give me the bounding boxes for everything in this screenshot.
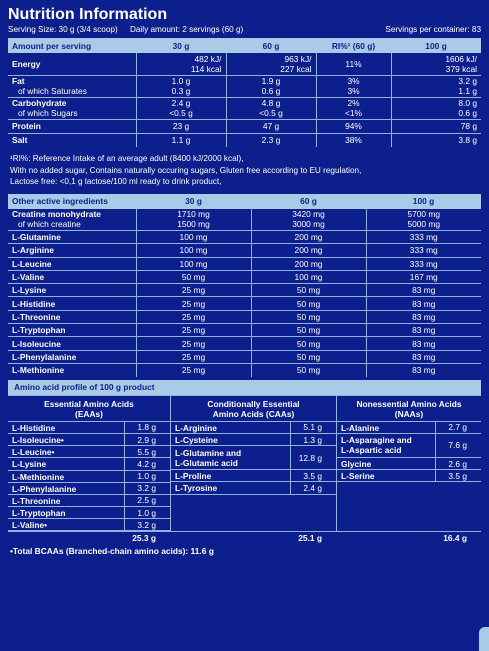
value: 333 mg xyxy=(366,231,481,244)
list-item xyxy=(171,434,336,446)
header-30g: 30 g xyxy=(185,196,202,206)
ingredient-name: L-Methionine xyxy=(8,363,136,376)
list-item xyxy=(337,422,481,434)
nutrition-header xyxy=(8,38,481,53)
header-line: (NAAs) xyxy=(394,408,424,419)
value: 200 mg xyxy=(251,244,366,257)
amino-name-line: L-Proline xyxy=(175,471,212,482)
value: 25 mg xyxy=(136,337,251,350)
value: 83 mg xyxy=(366,297,481,310)
amino-value: 3.5 g xyxy=(435,470,481,481)
ingredient-sub: of which creatine xyxy=(18,219,81,230)
amino-value: 5.5 g xyxy=(124,446,170,457)
list-item xyxy=(8,507,170,519)
ingredient-name: L-Valine xyxy=(8,270,136,283)
amino-name-line: L-Leucine• xyxy=(12,447,55,458)
value: 8.0 g xyxy=(458,98,477,108)
amino-name-line: L-Histidine xyxy=(12,422,56,433)
list-item xyxy=(171,446,336,470)
table-row xyxy=(8,231,481,244)
nutrient-name: Fat xyxy=(12,76,25,86)
header-60g: 60 g xyxy=(262,40,280,51)
amino-name xyxy=(8,507,124,518)
amino-value: 2.5 g xyxy=(124,495,170,506)
table-row xyxy=(8,297,481,310)
value: 78 g xyxy=(391,119,481,133)
list-item xyxy=(171,470,336,482)
value: 963 kJ/ xyxy=(284,53,312,64)
amino-totals xyxy=(8,531,481,544)
caa-column xyxy=(170,396,336,532)
amino-name xyxy=(337,470,435,481)
value: 83 mg xyxy=(366,363,481,376)
value: 23 g xyxy=(136,119,226,133)
amino-name-line: L-Lysine xyxy=(12,459,47,470)
value: 83 mg xyxy=(366,350,481,363)
amino-value: 3.5 g xyxy=(290,470,336,481)
header-100g: 100 g xyxy=(412,196,435,206)
value: 167 mg xyxy=(366,270,481,283)
header-line: (EAAs) xyxy=(75,408,103,419)
value: 227 kcal xyxy=(280,63,312,74)
value: 5700 mg xyxy=(407,209,441,220)
value: 333 mg xyxy=(366,257,481,270)
value: 50 mg xyxy=(251,324,366,337)
amino-name-line: L-Tyrosine xyxy=(175,483,218,494)
amino-name xyxy=(8,519,124,530)
ingredient-name: L-Lysine xyxy=(8,284,136,297)
value: 200 mg xyxy=(251,231,366,244)
value: 94% xyxy=(316,119,391,133)
value: 4.8 g xyxy=(261,98,281,108)
amino-name-line: L-Glutamine and xyxy=(175,447,242,458)
value: 3420 mg xyxy=(292,209,325,220)
value: 50 mg xyxy=(251,284,366,297)
value: 25 mg xyxy=(136,350,251,363)
header-100g: 100 g xyxy=(425,40,447,51)
table-row xyxy=(8,363,481,376)
servings-per-container: Servings per container: 83 xyxy=(385,25,481,34)
value: 1.1 g xyxy=(136,133,226,147)
amino-value: 2.4 g xyxy=(290,482,336,493)
value: 1.0 g xyxy=(171,76,191,86)
value: 114 kcal xyxy=(190,63,222,74)
serving-size: Serving Size: 30 g (3/4 scoop) xyxy=(8,25,118,34)
bcaa-note: •Total BCAAs (Branched-chain amino acids): 11.6 g xyxy=(10,546,214,557)
list-item xyxy=(8,446,170,458)
list-item xyxy=(8,483,170,495)
amino-name-line: L-Valine• xyxy=(12,520,48,531)
table-row xyxy=(8,119,481,133)
amino-name xyxy=(8,495,124,506)
caa-total: 25.1 g xyxy=(298,533,322,544)
value: 0.6 g xyxy=(458,108,477,118)
value: 1.1 g xyxy=(458,86,477,96)
header-30g: 30 g xyxy=(172,40,190,51)
amino-value: 7.6 g xyxy=(435,434,481,457)
header-line: Essential Amino Acids xyxy=(44,398,134,409)
amino-name xyxy=(171,482,290,493)
ingredient-name: L-Isoleucine xyxy=(8,337,136,350)
nutrient-sub: of which Sugars xyxy=(18,108,78,118)
ingredient-name: L-Histidine xyxy=(8,297,136,310)
eaa-total: 25.3 g xyxy=(132,533,156,544)
daily-amount: Daily amount: 2 servings (60 g) xyxy=(129,25,244,34)
eaa-header xyxy=(8,396,170,422)
header-other: Other active ingredients xyxy=(12,196,108,206)
value: 1500 mg xyxy=(177,219,210,230)
naa-header xyxy=(337,396,481,422)
ingredient-name: L-Threonine xyxy=(8,310,136,323)
value: 83 mg xyxy=(366,310,481,323)
serving-info xyxy=(8,24,481,36)
value: 25 mg xyxy=(136,284,251,297)
list-item xyxy=(337,458,481,470)
nutrition-table xyxy=(8,38,481,147)
value: 25 mg xyxy=(136,297,251,310)
table-row xyxy=(8,244,481,257)
value: 0.6 g xyxy=(261,86,281,96)
amino-name xyxy=(171,422,290,433)
amino-value: 2.7 g xyxy=(435,422,481,433)
amino-name xyxy=(171,448,290,468)
other-header xyxy=(8,194,481,209)
value: 100 mg xyxy=(251,270,366,283)
amino-name-line: L-Aspartic acid xyxy=(341,445,402,456)
amino-value: 2.6 g xyxy=(435,458,481,469)
value: 50 mg xyxy=(251,350,366,363)
value: <0.5 g xyxy=(259,108,283,118)
amino-name xyxy=(337,458,435,469)
value: 100 mg xyxy=(136,257,251,270)
value: 3.8 g xyxy=(391,133,481,147)
amino-name xyxy=(8,471,124,482)
value: 3.2 g xyxy=(458,76,477,86)
list-item xyxy=(8,495,170,507)
nutrient-name: Protein xyxy=(8,119,136,133)
amino-name-line: L-Serine xyxy=(341,471,375,482)
header-line: Nonessential Amino Acids xyxy=(356,398,462,409)
value: 200 mg xyxy=(251,257,366,270)
value: 50 mg xyxy=(136,270,251,283)
value: 83 mg xyxy=(366,324,481,337)
amino-name-line: L-Tryptophan xyxy=(12,508,66,519)
value: <1% xyxy=(345,108,362,118)
value: 3% xyxy=(347,76,360,86)
header-60g: 60 g xyxy=(300,196,317,206)
amino-value: 1.3 g xyxy=(290,434,336,445)
table-row xyxy=(8,53,481,75)
value: 100 mg xyxy=(136,231,251,244)
amino-name-line: L-Threonine xyxy=(12,495,61,506)
amino-value: 1.0 g xyxy=(124,507,170,518)
amino-name-line: L-Phenylalanine xyxy=(12,483,77,494)
table-row xyxy=(8,350,481,363)
list-item xyxy=(171,422,336,434)
value: 25 mg xyxy=(136,363,251,376)
value: 333 mg xyxy=(366,244,481,257)
table-row xyxy=(8,324,481,337)
list-item xyxy=(8,458,170,470)
amino-name xyxy=(171,470,290,481)
amino-value: 12.8 g xyxy=(290,446,336,469)
value: 1.9 g xyxy=(261,76,281,86)
value: 50 mg xyxy=(251,337,366,350)
value: <0.5 g xyxy=(169,108,193,118)
value: 379 kcal xyxy=(445,63,477,74)
table-row xyxy=(8,257,481,270)
amino-name xyxy=(8,422,124,433)
value: 25 mg xyxy=(136,324,251,337)
amino-profile xyxy=(8,395,481,532)
list-item xyxy=(337,434,481,458)
value: 2.4 g xyxy=(171,98,191,108)
value: 5000 mg xyxy=(407,219,441,230)
list-item xyxy=(337,470,481,482)
amino-name-line: L-Cysteine xyxy=(175,434,218,445)
header-line: Amino Acids (CAAs) xyxy=(212,408,295,419)
table-row xyxy=(8,75,481,97)
note-line: With no added sugar, Contains naturally occuring sugars, Gluten free according to EU regulation, xyxy=(10,165,362,175)
footnotes xyxy=(10,153,481,188)
table-row xyxy=(8,284,481,297)
amino-value: 4.2 g xyxy=(124,458,170,469)
page-title: Nutrition Information xyxy=(8,6,168,23)
ingredient-name: L-Leucine xyxy=(8,257,136,270)
amino-name xyxy=(8,458,124,469)
value: 50 mg xyxy=(251,363,366,376)
ingredient-name: L-Tryptophan xyxy=(8,324,136,337)
list-item xyxy=(171,482,336,494)
value: 83 mg xyxy=(366,337,481,350)
caa-header xyxy=(171,396,336,422)
amino-name xyxy=(8,446,124,457)
eaa-column xyxy=(8,396,170,532)
header-line: Conditionally Essential xyxy=(207,398,300,409)
value: 50 mg xyxy=(251,310,366,323)
ingredient-name: L-Arginine xyxy=(8,244,136,257)
nutrient-name: Salt xyxy=(8,133,136,147)
amino-name-line: L-Asparagine and xyxy=(341,435,412,446)
list-item xyxy=(8,519,170,531)
nutrient-sub: of which Saturates xyxy=(18,86,87,96)
table-row xyxy=(8,337,481,350)
nutrient-name: Energy xyxy=(12,58,41,69)
amino-name xyxy=(171,434,290,445)
amino-name xyxy=(8,434,124,445)
amino-value: 3.2 g xyxy=(124,483,170,494)
value: 1710 mg xyxy=(177,209,210,220)
value: 50 mg xyxy=(251,297,366,310)
table-row xyxy=(8,209,481,231)
value: 83 mg xyxy=(366,284,481,297)
nutrition-label xyxy=(8,6,481,558)
table-row xyxy=(8,270,481,283)
other-ingredients-table xyxy=(8,194,481,377)
amino-name-line: Glycine xyxy=(341,458,372,469)
amino-value: 3.2 g xyxy=(124,519,170,530)
amino-name-line: L-Arginine xyxy=(175,422,217,433)
amino-profile-title: Amino acid profile of 100 g product xyxy=(8,380,481,395)
list-item xyxy=(8,471,170,483)
amino-value: 1.0 g xyxy=(124,471,170,482)
table-row xyxy=(8,310,481,323)
amino-value: 5.1 g xyxy=(290,422,336,433)
value: 100 mg xyxy=(136,244,251,257)
value: 482 kJ/ xyxy=(194,53,222,64)
corner-tab xyxy=(479,627,489,651)
value: 2.3 g xyxy=(226,133,316,147)
amino-name-line: L-Methionine xyxy=(12,471,65,482)
amino-name xyxy=(8,483,124,494)
value: 2% xyxy=(347,98,360,108)
amino-name xyxy=(337,435,435,455)
table-row xyxy=(8,97,481,119)
amino-value: 1.8 g xyxy=(124,422,170,433)
value: 0.3 g xyxy=(171,86,191,96)
amino-name xyxy=(337,422,435,433)
value: 47 g xyxy=(226,119,316,133)
header-amount: Amount per serving xyxy=(12,40,92,51)
value: 3% xyxy=(347,86,360,96)
note-line: Lactose free: <0,1 g lactose/100 ml ready to drink product, xyxy=(10,177,222,186)
header-ri: RI%¹ (60 g) xyxy=(331,40,376,51)
value: 38% xyxy=(316,133,391,147)
list-item xyxy=(8,422,170,434)
note-line: ¹RI%: Reference Intake of an average adult (8400 kJ/2000 kcal), xyxy=(10,154,244,163)
amino-name-line: L-Alanine xyxy=(341,422,380,433)
table-row xyxy=(8,133,481,147)
amino-value: 2.9 g xyxy=(124,434,170,445)
amino-name-line: L-Isoleucine• xyxy=(12,434,64,445)
nutrient-name: Carbohydrate xyxy=(12,98,67,108)
amino-name-line: L-Glutamic acid xyxy=(175,457,238,468)
value: 3000 mg xyxy=(292,219,325,230)
value: 1606 kJ/ xyxy=(445,53,477,64)
ingredient-name: Creatine monohydrate xyxy=(12,209,101,220)
value: 25 mg xyxy=(136,310,251,323)
naa-total: 16.4 g xyxy=(443,533,467,544)
ingredient-name: L-Glutamine xyxy=(8,231,136,244)
naa-column xyxy=(336,396,481,532)
ingredient-name: L-Phenylalanine xyxy=(8,350,136,363)
value: 11% xyxy=(345,58,362,69)
list-item xyxy=(8,434,170,446)
